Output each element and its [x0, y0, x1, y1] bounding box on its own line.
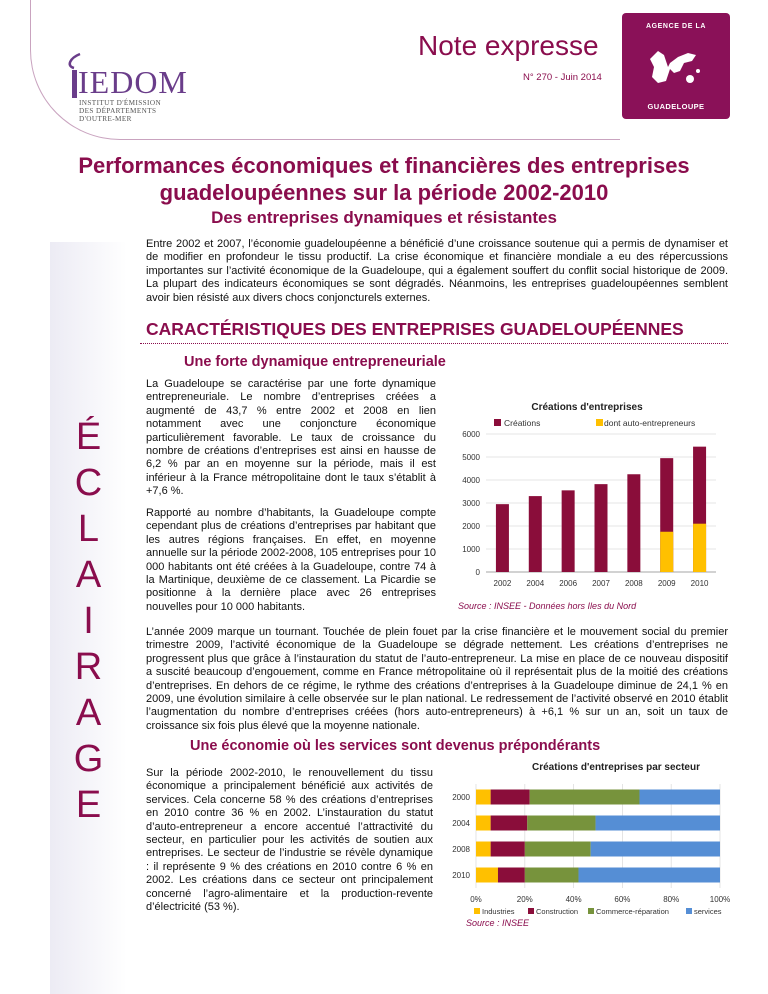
bar-segment — [476, 842, 491, 857]
paragraph: Rapporté au nombre d’habitants, la Guadeloupe compte cependant plus de créations d’entreprises par habitant que les autres régions françaises. En effet, en moyenne annuelle sur la période 2002-2008, 105 entreprises pour 10 000 habitants ont été créées à la Guadeloupe, contre 74 à la Martinique, deuxième de ce classement. La Picardie se positionne à la dernière place avec 26 entreprises nouvelles pour 10 000 habitants. — [146, 507, 436, 613]
legend-swatch — [528, 908, 534, 914]
x-tick-label: 2002 — [493, 579, 512, 588]
paragraph: L’année 2009 marque un tournant. Touchée de plein fouet par la crise financière et le mouvement social du premier trimestre 2009, l’activité économique de la Guadeloupe se dégrade nettement. Les créations d’entreprises ne progressent plus que grâce à l’instauration du statut de l’auto-entrepreneur. La mise en place de ce nouveau dispositif a suscité beaucoup d’engouement, comme en France métropolitaine où il représentait plus de la moitié des créations d’entreprises. En dehors de ce régime, le rythme des créations d’entreprises à la Guadeloupe diminue de 24,1 % en 2009, une évolution similaire à celle observée sur le plan national. Le redressement de l’activité observé en 2010 établit l’augmentation du nombre d’entreprises créées (hors auto-entrepreneurs) à +6,1 % sur un an, soit un taux de croissance six fois plus élevé que la moyenne nationale. — [146, 626, 728, 732]
bar-segment — [578, 868, 720, 883]
x-tick-label: 2010 — [690, 579, 709, 588]
y-tick-label: 0 — [475, 568, 480, 577]
note-title: Note expresse — [418, 30, 599, 61]
logo-name: IEDOM — [78, 64, 188, 100]
bar-segment — [491, 790, 530, 805]
bar-segment — [527, 816, 595, 831]
chart-title: Créations d'entreprises — [531, 402, 643, 413]
agency-badge — [622, 13, 730, 119]
sidebar-letter: G — [73, 738, 104, 780]
page-subtitle: Des entreprises dynamiques et résistantes — [211, 208, 557, 227]
sidebar-letter: R — [74, 646, 103, 688]
y-tick-label: 2010 — [452, 871, 470, 880]
section-title: CARACTÉRISTIQUES DES ENTREPRISES GUADELOUPÉENNES — [146, 319, 684, 339]
sidebar-letter: A — [75, 554, 102, 596]
chart-source: Source : INSEE - Données hors Iles du Nord — [458, 601, 637, 611]
bar-segment — [596, 816, 720, 831]
bar-creations — [529, 496, 542, 572]
note-number: N° 270 - Juin 2014 — [523, 72, 602, 83]
paragraph: Sur la période 2002-2010, le renouvellement du tissu économique a principalement bénéficié aux activités de services. Cela concerne 58 % des créations d’entreprises en 2010 contre 36 % en 2002. L’instauration du statut d’auto-entrepreneur a encore accentué l’attractivité du secteur, en particulier pour les activités de soutien aux entreprises. Le secteur de l’industrie se révèle dynamique : il représente 9 % des créations en 2010 contre 6 % en 2002. Les créations dans ce secteur ont principalement concerné l’agro-alimentaire et la production-revente d’électricité (53 %). — [146, 767, 433, 914]
bar-segment — [525, 868, 579, 883]
x-tick-label: 2004 — [526, 579, 545, 588]
x-tick-label: 20% — [516, 895, 533, 904]
legend-label: services — [694, 907, 722, 916]
y-tick-label: 1000 — [462, 545, 480, 554]
y-tick-label: 6000 — [462, 430, 480, 439]
legend-swatch — [494, 419, 501, 426]
x-tick-label: 40% — [565, 895, 582, 904]
sidebar-letter: I — [83, 600, 94, 642]
agency-bottom-label: GUADELOUPE — [647, 102, 705, 111]
x-tick-label: 2007 — [592, 579, 610, 588]
subsection-title: Une économie où les services sont devenus prépondérants — [190, 738, 601, 754]
bar-creations — [562, 490, 575, 572]
sidebar-letter: E — [75, 784, 102, 826]
y-tick-label: 2000 — [462, 522, 480, 531]
legend-swatch — [686, 908, 692, 914]
section-divider — [140, 343, 728, 344]
y-tick-label: 2004 — [452, 819, 470, 828]
x-tick-label: 2006 — [559, 579, 578, 588]
bar-creations — [627, 474, 640, 572]
y-tick-label: 2000 — [452, 793, 470, 802]
bar-segment — [491, 816, 528, 831]
legend-label: Créations — [504, 418, 541, 428]
guadeloupe-map-icon — [640, 37, 712, 97]
sidebar-letter: A — [75, 692, 102, 734]
y-tick-label: 3000 — [462, 499, 480, 508]
sector-chart — [440, 758, 740, 920]
chart-source: Source : INSEE — [466, 918, 530, 928]
y-tick-label: 4000 — [462, 476, 480, 485]
bar-segment — [498, 868, 525, 883]
bar-auto-entrepreneurs — [693, 524, 706, 572]
bar-segment — [591, 842, 720, 857]
legend-label: Commerce-réparation — [596, 907, 669, 916]
bar-segment — [525, 842, 591, 857]
chart-title: Créations d'entreprises par secteur — [532, 762, 700, 773]
legend-swatch — [588, 908, 594, 914]
bar-creations — [595, 484, 608, 572]
agency-top-label: AGENCE DE LA — [645, 23, 707, 30]
bar-creations — [496, 504, 509, 572]
logo-subtitle: INSTITUT D'ÉMISSION DES DÉPARTEMENTS D'OUTRE-MER — [79, 99, 162, 123]
legend-swatch — [596, 419, 603, 426]
legend-label: Construction — [536, 907, 579, 916]
legend-label: Industries — [482, 907, 515, 916]
y-tick-label: 5000 — [462, 453, 480, 462]
bar-segment — [530, 790, 640, 805]
x-tick-label: 100% — [709, 895, 731, 904]
bar-segment — [476, 790, 491, 805]
creations-chart — [446, 390, 728, 600]
legend-label: dont auto-entrepreneurs — [604, 418, 696, 428]
x-tick-label: 2008 — [624, 579, 643, 588]
paragraph: La Guadeloupe se caractérise par une forte dynamique entrepreneuriale. Le nombre d’entreprises créées a augmenté de 43,7 % entre 2002 et 2008 en lien notamment avec une conjoncture économique particulièrement favorable. Le taux de croissance du nombre de créations d’entreprises est ainsi en hausse de 6,2 % par an en moyenne sur la période, mais il est inférieur à la France métropolitaine dont le taux s’établit à +7,6 %. — [146, 378, 436, 498]
sidebar-letter: É — [75, 416, 102, 458]
bar-segment — [639, 790, 720, 805]
bar-segment — [476, 868, 498, 883]
y-tick-label: 2008 — [452, 845, 470, 854]
page-title: Performances économiques et financières des entreprises guadeloupéennes sur la période 2002-2010 — [78, 153, 690, 205]
bar-auto-entrepreneurs — [660, 532, 673, 572]
x-tick-label: 80% — [663, 895, 680, 904]
subsection-title: Une forte dynamique entrepreneuriale — [184, 354, 446, 370]
bar-segment — [491, 842, 525, 857]
x-tick-label: 0% — [470, 895, 482, 904]
sidebar-letter: C — [74, 462, 103, 504]
legend-swatch — [474, 908, 480, 914]
sidebar-letter: L — [77, 508, 100, 550]
x-tick-label: 2009 — [657, 579, 676, 588]
intro-paragraph: Entre 2002 et 2007, l’économie guadeloupéenne a bénéficié d’une croissance soutenue qui a permis de dynamiser et de modifier en profondeur le tissu productif. La crise économique et financière mondiale a eu des répercussions importantes sur l’activité économique de la Guadeloupe, qui a également souffert du conflit social historique de 2009. La plupart des indicateurs économiques se sont dégradés. Néanmoins, les entreprises guadeloupéennes semblent avoir bien résisté aux divers chocs conjoncturels externes. — [146, 238, 728, 304]
bar-segment — [476, 816, 491, 831]
x-tick-label: 60% — [614, 895, 631, 904]
